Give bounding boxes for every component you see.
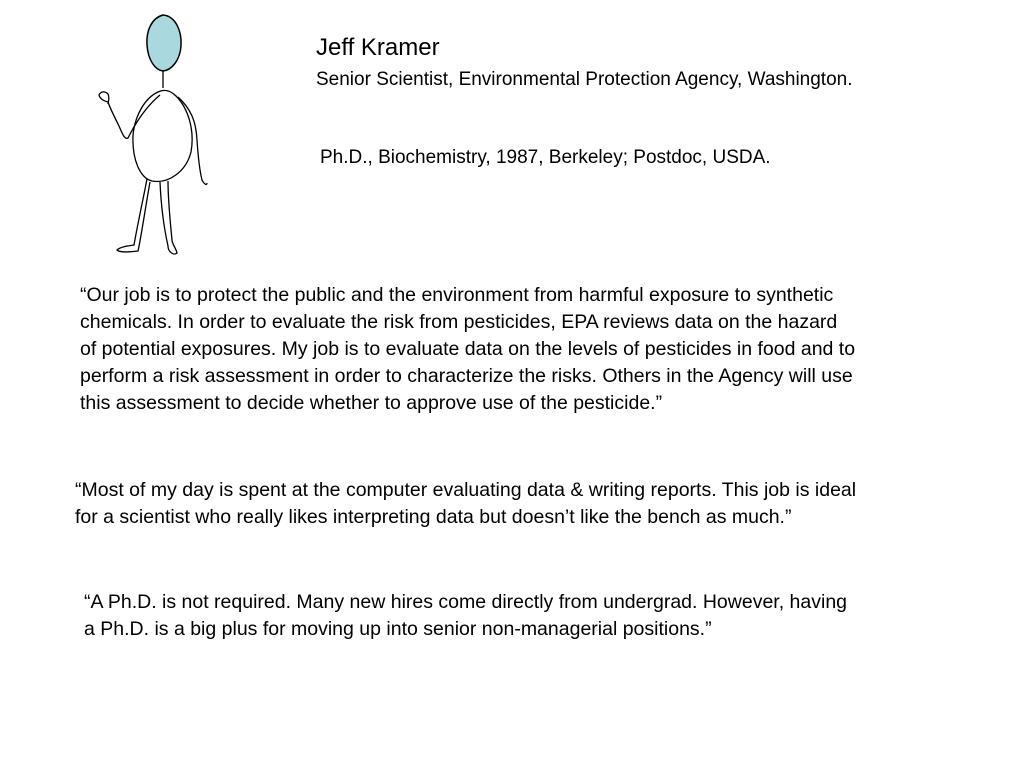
quote-line: this assessment to decide whether to approve use of the pesticide.” xyxy=(80,392,663,414)
quote-job-description xyxy=(80,282,855,417)
quote-line: a Ph.D. is a big plus for moving up into senior non-managerial positions.” xyxy=(84,618,712,640)
figure-left-leg xyxy=(117,179,150,252)
quote-requirements xyxy=(84,589,847,643)
figure-body xyxy=(133,90,192,181)
person-title: Senior Scientist, Environmental Protection Agency, Washington. xyxy=(316,69,853,90)
quote-line: “Most of my day is spent at the computer evaluating data & writing reports. This job is ideal xyxy=(75,479,857,501)
person-name: Jeff Kramer xyxy=(316,34,440,61)
quote-line: of potential exposures. My job is to evaluate data on the levels of pesticides in food and to xyxy=(80,338,856,360)
figure-head xyxy=(147,15,181,71)
quote-line: for a scientist who really likes interpreting data but doesn’t like the bench as much.” xyxy=(75,506,792,528)
quote-line: “Our job is to protect the public and the environment from harmful exposure to synthetic xyxy=(80,284,834,306)
person-education: Ph.D., Biochemistry, 1987, Berkeley; Postdoc, USDA. xyxy=(320,147,771,168)
quote-daily-work xyxy=(75,477,856,531)
figure-left-arm xyxy=(99,92,160,138)
figure-right-leg xyxy=(160,181,177,254)
quote-line: chemicals. In order to evaluate the risk from pesticides, EPA reviews data on the hazard xyxy=(80,311,838,333)
quote-line: perform a risk assessment in order to characterize the risks. Others in the Agency will use xyxy=(80,365,853,387)
stick-figure-illustration xyxy=(90,10,220,262)
quote-line: “A Ph.D. is not required. Many new hires come directly from undergrad. However, having xyxy=(84,591,848,613)
